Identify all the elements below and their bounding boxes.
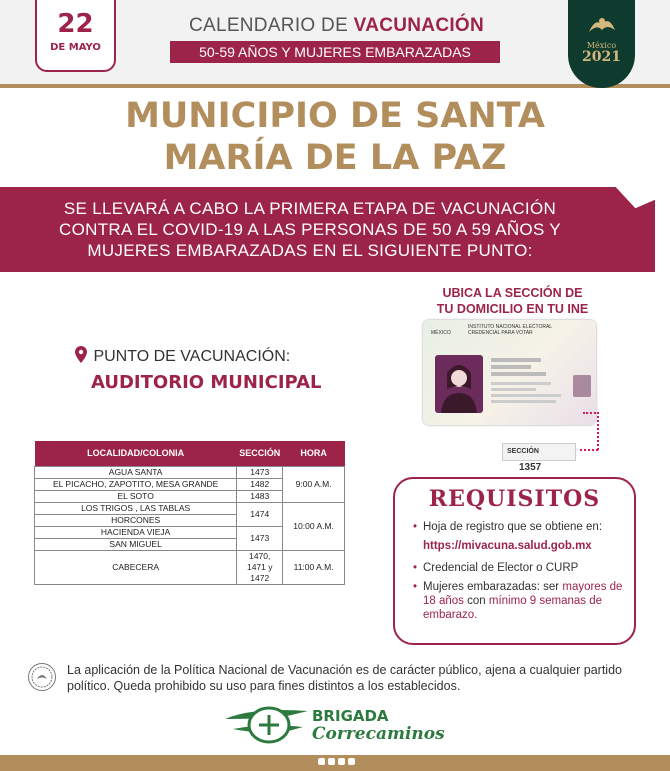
cell-seccion: 1473: [237, 526, 283, 550]
table-row: [35, 550, 345, 584]
person-silhouette-icon: [435, 355, 483, 413]
cell-localidad: EL PICACHO, ZAPOTITO, MESA GRANDE: [35, 478, 237, 490]
logo-text: México: [586, 41, 617, 50]
col-hora: HORA: [283, 441, 345, 466]
seccion-pointer-vertical: [597, 412, 599, 450]
header-gold-stripe: [0, 84, 670, 88]
requisito-registro-text: Hoja de registro que se obtiene en:: [423, 521, 603, 533]
requisito-con: con: [467, 595, 486, 607]
announcement-text: [40, 198, 580, 261]
location-pin-icon: [75, 346, 87, 363]
mexico-2021-logo: [568, 0, 635, 88]
cell-seccion: 1474: [237, 502, 283, 526]
requisito-item: [413, 561, 628, 575]
instagram-icon[interactable]: [338, 758, 345, 765]
twitter-icon[interactable]: [328, 758, 335, 765]
ine-photo: [435, 355, 483, 413]
seccion-value: 1357: [519, 462, 542, 473]
announcement-line2: CONTRA EL COVID-19 A LAS PERSONAS DE 50 A 59 AÑOS Y: [59, 220, 561, 239]
announcement-line3: MUJERES EMBARAZADAS EN EL SIGUIENTE PUNTO:: [87, 241, 533, 260]
punto-label-text: PUNTO DE VACUNACIÓN:: [93, 348, 291, 365]
cell-localidad: HORCONES: [35, 514, 237, 526]
ubica-line2: TU DOMICILIO EN TU INE: [436, 302, 589, 316]
brigada-title: BRIGADA: [312, 707, 389, 725]
punto-vacunacion-name: AUDITORIO MUNICIPAL: [91, 372, 322, 393]
calendar-title-bold: VACUNACIÓN: [353, 15, 485, 36]
mivacuna-link[interactable]: https://mivacuna.salud.gob.mx: [423, 540, 592, 552]
calendar-title: [174, 15, 499, 37]
date-month: DE MAYO: [50, 42, 101, 53]
requisito-credencial-text: Credencial de Elector o CURP: [423, 562, 579, 574]
municipality-title: [60, 95, 610, 179]
seccion-pointer-arrow: [580, 449, 598, 451]
requisito-item: [413, 520, 628, 534]
ine-country: MÉXICO: [431, 330, 451, 336]
punto-vacunacion-label: [75, 346, 290, 366]
seccion-label: SECCIÓN: [507, 448, 539, 455]
logo-year: 2021: [582, 49, 621, 65]
requisito-semanas-highlight: mínimo 9 semanas de embarazo.: [423, 595, 603, 621]
cell-seccion: 1470, 1471 y 1472: [237, 550, 283, 584]
date-badge: [35, 0, 116, 72]
announcement-line1: SE LLEVARÁ A CABO LA PRIMERA ETAPA DE VACUNACIÓN: [63, 199, 557, 218]
ine-header-line2: CREDENCIAL PARA VOTAR: [468, 330, 533, 336]
youtube-icon[interactable]: [348, 758, 355, 765]
requisitos-title: REQUISITOS: [428, 486, 601, 512]
disclaimer-text: La aplicación de la Política Nacional de Vacunación es de carácter público, ajena a cualquier partido político. Queda prohibido su uso para fines distintos a los establecidos.: [67, 663, 622, 693]
cell-hora: 11:00 A.M.: [283, 550, 345, 584]
cell-hora: 9:00 A.M.: [283, 466, 345, 502]
cell-localidad: CABECERA: [35, 550, 237, 584]
ine-header: [468, 324, 552, 336]
date-day: 22: [57, 9, 94, 39]
seccion-callout: [502, 443, 576, 473]
cell-localidad: SAN MIGUEL: [35, 538, 237, 550]
municipality-line1: MUNICIPIO DE SANTA: [125, 96, 545, 136]
cell-localidad: AGUA SANTA: [35, 466, 237, 478]
col-localidad: LOCALIDAD/COLONIA: [35, 441, 237, 466]
schedule-table: [34, 441, 345, 585]
cell-hora: 10:00 A.M.: [283, 502, 345, 550]
cell-seccion: 1483: [237, 490, 283, 502]
cell-localidad: LOS TRIGOS , LAS TABLAS: [35, 502, 237, 514]
table-row: [35, 502, 345, 514]
requisito-edad-highlight: mayores de 18 años: [423, 581, 623, 607]
cell-localidad: EL SOTO: [35, 490, 237, 502]
facebook-icon[interactable]: [318, 758, 325, 765]
requisito-embarazadas-prefix: Mujeres embarazadas: ser: [423, 581, 560, 593]
cell-seccion: 1482: [237, 478, 283, 490]
ine-data-lines: [491, 358, 571, 403]
cell-seccion: 1473: [237, 466, 283, 478]
ubica-seccion-heading: [420, 285, 605, 317]
ubica-line1: UBICA LA SECCIÓN DE: [442, 286, 583, 300]
col-seccion: SECCIÓN: [237, 441, 283, 466]
ine-header-line1: INSTITUTO NACIONAL ELECTORAL: [468, 324, 553, 330]
calendar-title-prefix: CALENDARIO DE: [188, 15, 349, 36]
ine-ghost-photo: [573, 375, 591, 397]
table-row: [35, 466, 345, 478]
calendar-subtitle: 50-59 AÑOS Y MUJERES EMBARAZADAS: [170, 41, 500, 63]
ine-card-image: [423, 320, 596, 425]
requisito-item: [413, 580, 628, 622]
municipality-line2: MARÍA DE LA PAZ: [163, 138, 507, 178]
correcaminos-title: Correcaminos: [312, 724, 445, 744]
social-icons: [318, 758, 358, 768]
cell-localidad: HACIENDA VIEJA: [35, 526, 237, 538]
national-seal-icon: [28, 663, 56, 691]
table-header-row: [35, 441, 345, 466]
requisitos-list: [413, 520, 628, 627]
eagle-icon: [585, 14, 619, 36]
